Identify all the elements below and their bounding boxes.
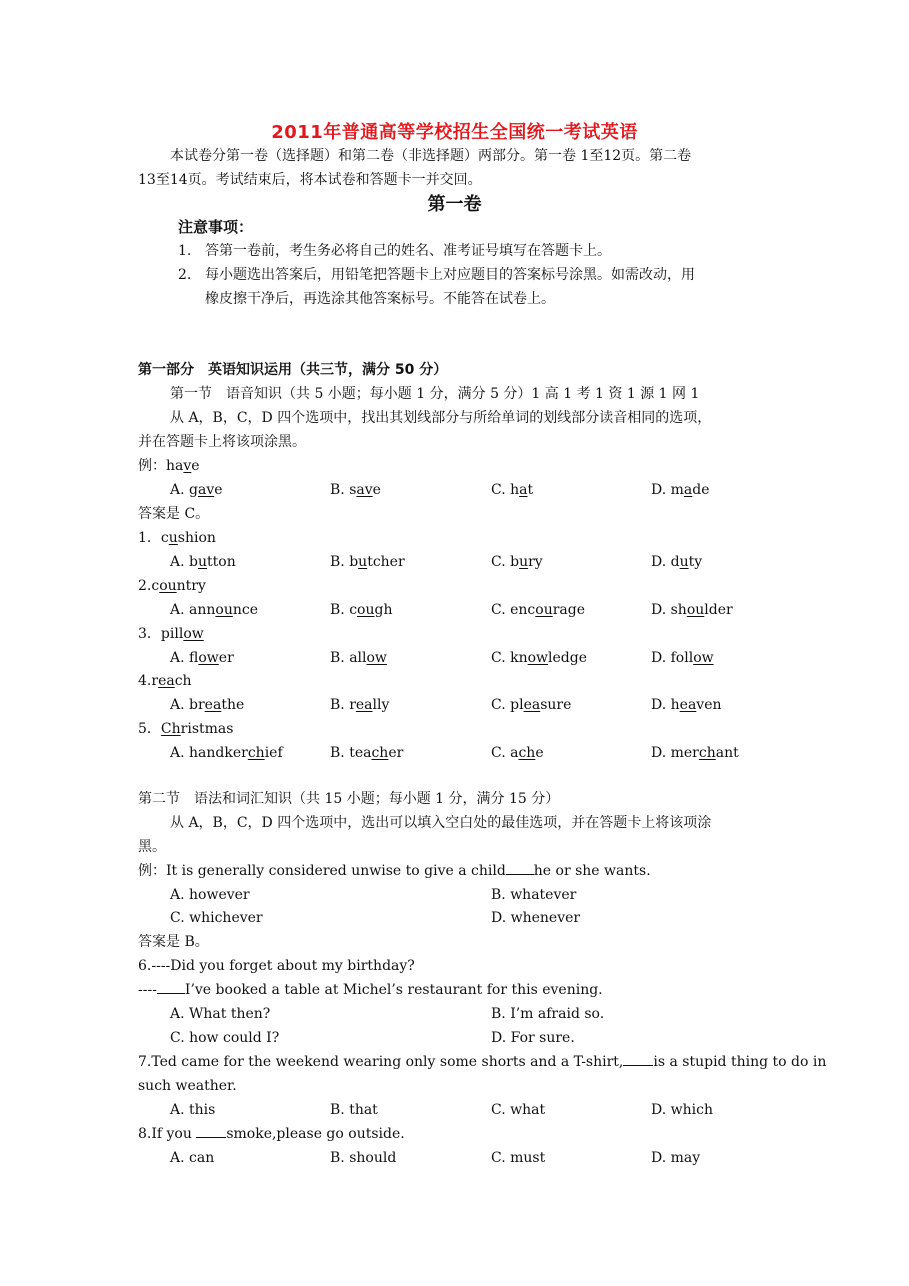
phonetics-q1-option-a: A. button [170, 554, 236, 570]
phonetics-q3-option-b: B. allow [330, 649, 387, 666]
phonetics-q2-option-d: D. shoulder [651, 601, 733, 618]
example1-option-c: C. hat [491, 482, 534, 498]
q8-option-b: B. should [330, 1150, 397, 1166]
q6-option-b: B. I’m afraid so. [491, 1006, 605, 1022]
phonetics-q1-option-b: B. butcher [330, 554, 405, 570]
phonetics-q5-option-b: B. teacher [330, 745, 404, 762]
phonetics-q3-option-a: A. flower [170, 649, 234, 666]
phonetics-q2-option-b: B. cough [330, 601, 393, 618]
q7-option-c: C. what [491, 1102, 546, 1118]
notice-heading: 注意事项： [178, 218, 254, 236]
q6-option-a: A. What then? [170, 1006, 271, 1022]
q7-option-d: D. which [651, 1102, 713, 1118]
notice-text-2a: 每小题选出答案后，用铅笔把答题卡上对应题目的答案标号涂黑。如需改动，用 [205, 267, 695, 283]
notice-num-2: 2. [178, 267, 192, 283]
phonetics-q4-option-b: B. really [330, 697, 390, 714]
notice-text-2b: 橡皮擦干净后，再选涂其他答案标号。不能答在试卷上。 [205, 291, 555, 307]
q8-option-a: A. can [170, 1150, 215, 1166]
q6-option-c: C. how could I? [170, 1030, 280, 1046]
q8-option-c: C. must [491, 1150, 546, 1166]
q7-line-2: such weather. [138, 1078, 237, 1094]
example2-question: 例：It is generally considered unwise to give a child he or she wants. [138, 863, 651, 879]
example1-option-b: B. save [330, 482, 381, 498]
example2-option-b: B. whatever [491, 887, 577, 903]
phonetics-q4-option-d: D. heaven [651, 697, 722, 714]
q8-option-d: D. may [651, 1150, 701, 1166]
q6-line-1: 6.----Did you forget about my birthday? [138, 958, 415, 974]
answer-blank [157, 981, 185, 994]
section1-heading: 第一节 语音知识（共 5 小题；每小题 1 分，满分 5 分）1 高 1 考 1 资 1 源 1 网 1 [170, 386, 700, 402]
example2-option-a: A. however [170, 887, 250, 903]
answer-blank [506, 862, 534, 875]
q7-option-b: B. that [330, 1102, 378, 1118]
phonetics-q5-option-d: D. merchant [651, 745, 739, 762]
phonetics-q2-option-c: C. encourage [491, 601, 586, 618]
phonetics-q3-option-d: D. follow [651, 649, 714, 666]
example2-answer: 答案是 B。 [138, 934, 209, 950]
example1-option-a: A. gave [170, 482, 223, 498]
phonetics-q5-option-c: C. ache [491, 745, 544, 762]
phonetics-q1-option-d: D. duty [651, 554, 703, 570]
volume-heading: 第一卷 [427, 194, 482, 215]
q7-option-a: A. this [170, 1102, 216, 1118]
phonetics-q4-option-c: C. pleasure [491, 697, 572, 714]
phonetics-q4-option-a: A. breathe [170, 697, 245, 714]
phonetics-q5-option-a: A. handkerchief [170, 745, 283, 762]
phonetics-q2-option-a: A. announce [170, 601, 258, 618]
q6-line-2: ---- I’ve booked a table at Michel’s restaurant for this evening. [138, 982, 603, 998]
example2-option-d: D. whenever [491, 910, 581, 926]
section2-heading: 第二节 语法和词汇知识（共 15 小题；每小题 1 分，满分 15 分） [138, 791, 560, 807]
q7-line-1: 7.Ted came for the weekend wearing only some shorts and a T-shirt, is a stupid thing to do in [138, 1054, 827, 1070]
notice-num-1: 1. [178, 243, 192, 259]
phonetics-q2-word: 2.country [138, 577, 206, 594]
answer-blank [623, 1053, 653, 1066]
phonetics-q3-option-c: C. knowledge [491, 649, 588, 666]
notice-text-1: 答第一卷前，考生务必将自己的姓名、准考证号填写在答题卡上。 [205, 243, 611, 259]
intro-line-1: 本试卷分第一卷（选择题）和第二卷（非选择题）两部分。第一卷 1至12页。第二卷 [170, 148, 692, 164]
q8-line: 8.If you smoke,please go outside. [138, 1126, 405, 1142]
section1-instruction-2: 并在答题卡上将该项涂黑。 [138, 434, 306, 450]
section2-instruction-2: 黑。 [138, 839, 166, 855]
phonetics-q1-option-c: C. bury [491, 554, 543, 570]
exam-title: 2011年普通高等学校招生全国统一考试英语 [271, 122, 638, 143]
phonetics-q3-word: 3．pillow [138, 625, 204, 642]
section2-instruction-1: 从 A，B，C，D 四个选项中，选出可以填入空白处的最佳选项，并在答题卡上将该项涂 [170, 815, 712, 831]
phonetics-q5-word: 5．Christmas [138, 721, 234, 738]
example1-option-d: D. made [651, 482, 710, 498]
phonetics-q1-word: 1．cushion [138, 530, 216, 546]
example2-option-c: C. whichever [170, 910, 263, 926]
answer-blank [196, 1125, 226, 1138]
example1-answer: 答案是 C。 [138, 506, 210, 522]
part1-heading: 第一部分 英语知识运用（共三节，满分 50 分） [138, 362, 448, 378]
phonetics-q4-word: 4.reach [138, 673, 192, 690]
q6-option-d: D. For sure. [491, 1030, 575, 1046]
section1-instruction-1: 从 A，B，C，D 四个选项中，找出其划线部分与所给单词的划线部分读音相同的选项， [170, 410, 712, 426]
example1-word: 例：have [138, 458, 200, 474]
intro-line-2: 13至14页。考试结束后，将本试卷和答题卡一并交回。 [138, 172, 482, 188]
